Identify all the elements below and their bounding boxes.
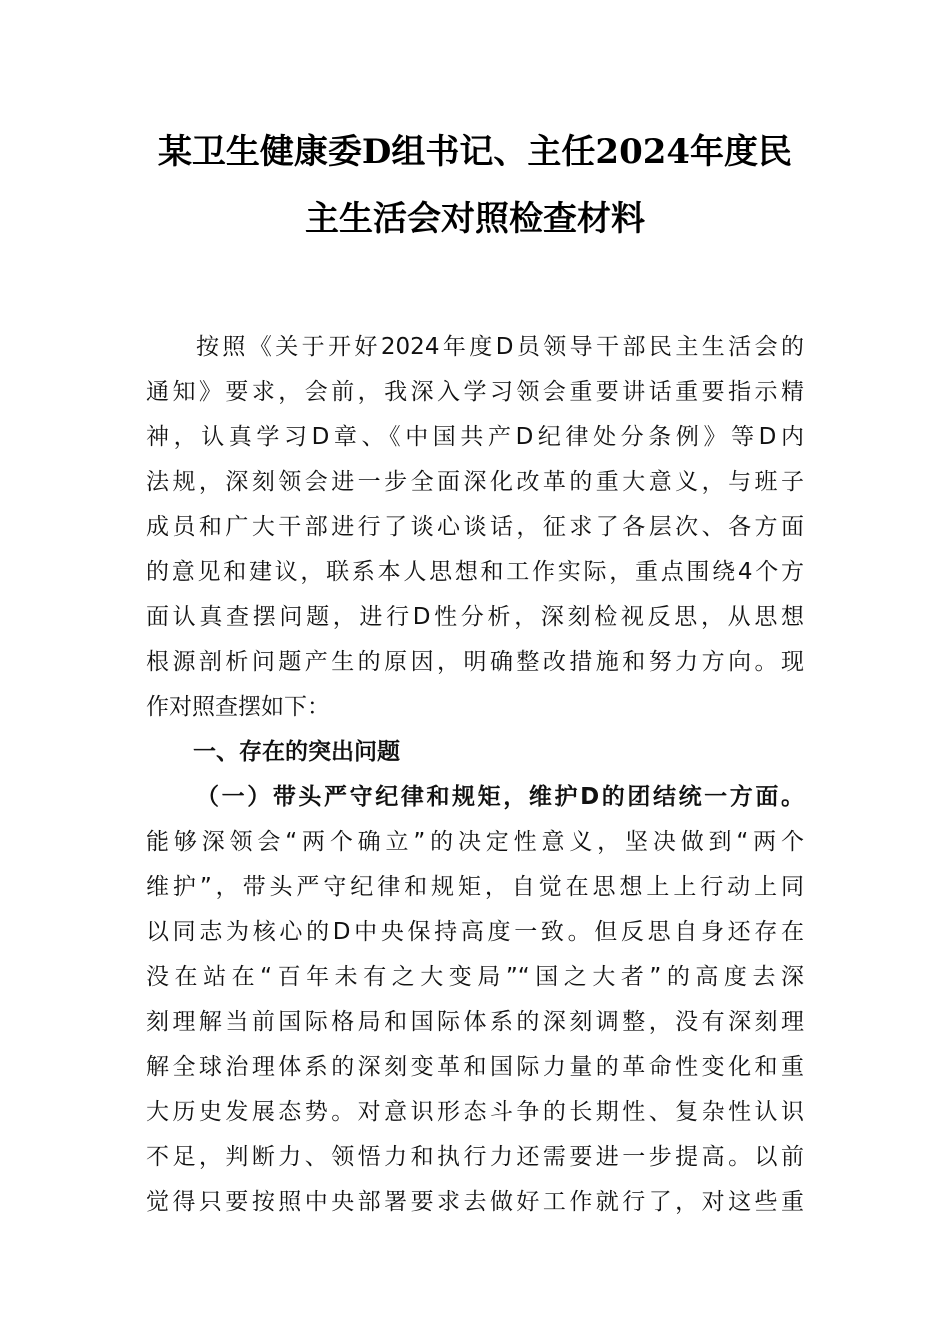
intro-paragraph-line: 通知》要求，会前，我深入学习领会重要讲话重要指示精	[146, 379, 804, 405]
document-title-line-2: 主生活会对照检查材料	[305, 199, 645, 239]
subsection-heading: （一）带头严守纪律和规矩，维护D的团结统一方面。	[196, 784, 804, 810]
section-heading: 一、存在的突出问题	[193, 739, 400, 765]
intro-paragraph-line: 面认真查摆问题，进行D性分析，深刻检视反思，从思想	[146, 604, 804, 630]
intro-paragraph-line: 成员和广大干部进行了谈心谈话，征求了各层次、各方面	[146, 514, 804, 540]
body-paragraph-line: 以同志为核心的D中央保持高度一致。但反思自身还存在	[146, 919, 804, 945]
document-title-line-1: 某卫生健康委D组书记、主任2024年度民	[157, 132, 793, 172]
body-paragraph-line: 刻理解当前国际格局和国际体系的深刻调整，没有深刻理	[146, 1009, 804, 1035]
intro-paragraph-line: 的意见和建议，联系本人思想和工作实际，重点围绕4个方	[146, 559, 804, 585]
body-paragraph-line: 觉得只要按照中央部署要求去做好工作就行了，对这些重	[146, 1189, 804, 1215]
body-paragraph-line: 不足，判断力、领悟力和执行力还需要进一步提高。以前	[146, 1144, 804, 1170]
body-paragraph-line: 能够深领会“两个确立”的决定性意义，坚决做到“两个	[146, 829, 804, 855]
body-paragraph-line: 大历史发展态势。对意识形态斗争的长期性、复杂性认识	[146, 1099, 804, 1125]
body-paragraph-line: 维护”，带头严守纪律和规矩，自觉在思想上上行动上同	[146, 874, 804, 900]
body-paragraph-line: 解全球治理体系的深刻变革和国际力量的革命性变化和重	[146, 1054, 804, 1080]
intro-paragraph-line: 根源剖析问题产生的原因，明确整改措施和努力方向。现	[146, 649, 804, 675]
intro-paragraph-line: 法规，深刻领会进一步全面深化改革的重大意义，与班子	[146, 469, 804, 495]
intro-paragraph-line: 神，认真学习D章、《中国共产D纪律处分条例》等D内	[146, 424, 804, 450]
intro-paragraph-line: 作对照查摆如下：	[146, 694, 330, 720]
intro-paragraph-line: 按照《关于开好2024年度D员领导干部民主生活会的	[196, 334, 804, 360]
body-paragraph-line: 没在站在“百年未有之大变局”“国之大者”的高度去深	[146, 964, 804, 990]
